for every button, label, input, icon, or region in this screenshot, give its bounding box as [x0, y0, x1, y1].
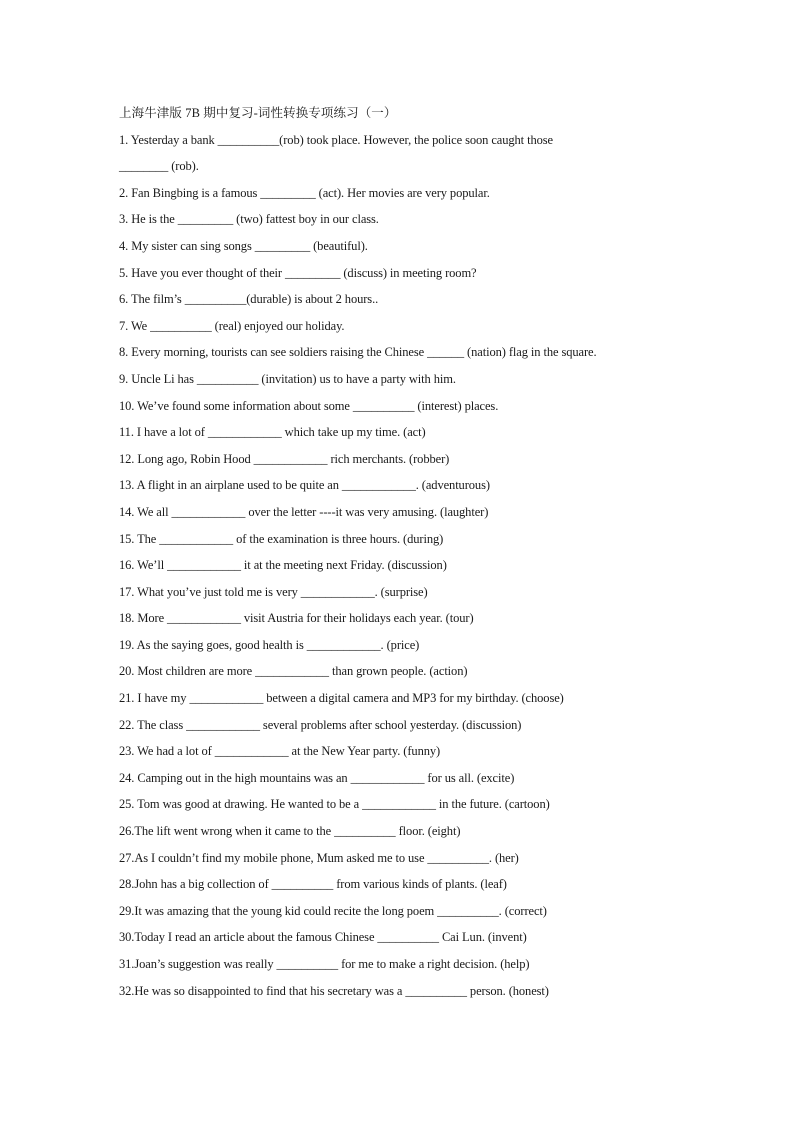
exercise-line: 25. Tom was good at drawing. He wanted to be a ____________ in the future. (cartoon)	[119, 797, 550, 812]
exercise-line: 15. The ____________ of the examination is three hours. (during)	[119, 531, 444, 546]
exercise-line: 26.The lift went wrong when it came to the __________ floor. (eight)	[119, 824, 461, 839]
exercise-line: 3. He is the _________ (two) fattest boy in our class.	[119, 212, 379, 227]
exercise-line: 7. We __________ (real) enjoyed our holiday.	[119, 318, 345, 333]
exercise-line: 9. Uncle Li has __________ (invitation) us to have a party with him.	[119, 371, 456, 386]
exercise-line: 31.Joan’s suggestion was really __________ for me to make a right decision. (help)	[119, 957, 530, 971]
exercise-line: 14. We all ____________ over the letter ----it was very amusing. (laughter)	[119, 504, 489, 519]
exercise-line: 12. Long ago, Robin Hood ____________ rich merchants. (robber)	[119, 451, 450, 466]
worksheet-body	[119, 100, 679, 1004]
exercise-line: 18. More ____________ visit Austria for their holidays each year. (tour)	[119, 611, 474, 626]
exercise-line: 10. We’ve found some information about some __________ (interest) places.	[119, 398, 499, 413]
exercise-line: 21. I have my ____________ between a digital camera and MP3 for my birthday. (choose)	[119, 691, 564, 706]
exercise-line: 8. Every morning, tourists can see soldiers raising the Chinese ______ (nation) flag in the square.	[119, 345, 597, 360]
exercise-line: 17. What you’ve just told me is very ____________. (surprise)	[119, 584, 428, 599]
exercise-line: 16. We’ll ____________ it at the meeting next Friday. (discussion)	[119, 558, 447, 573]
exercise-line: 6. The film’s __________(durable) is about 2 hours..	[119, 292, 379, 307]
worksheet-title: 上海牛津版 7B 期中复习-词性转换专项练习（一）	[119, 106, 397, 120]
exercise-line: 30.Today I read an article about the famous Chinese __________ Cai Lun. (invent)	[119, 930, 527, 945]
exercise-line: 11. I have a lot of ____________ which take up my time. (act)	[119, 425, 426, 440]
exercise-line: 19. As the saying goes, good health is ____________. (price)	[119, 637, 420, 652]
exercise-line: 23. We had a lot of ____________ at the New Year party. (funny)	[119, 744, 441, 759]
exercise-line: 4. My sister can sing songs _________ (beautiful).	[119, 238, 368, 253]
exercise-line: 32.He was so disappointed to find that his secretary was a __________ person. (honest)	[119, 983, 549, 998]
exercise-line: 29.It was amazing that the young kid could recite the long poem __________. (correct)	[119, 903, 547, 918]
exercise-line: 5. Have you ever thought of their _________ (discuss) in meeting room?	[119, 265, 477, 280]
exercise-line: 20. Most children are more ____________ than grown people. (action)	[119, 664, 468, 679]
exercise-line: 24. Camping out in the high mountains was an ____________ for us all. (excite)	[119, 770, 515, 785]
exercise-line: 28.John has a big collection of __________ from various kinds of plants. (leaf)	[119, 877, 507, 892]
exercise-line: 1. Yesterday a bank __________(rob) took place. However, the police soon caught those	[119, 132, 553, 147]
exercise-line: ________ (rob).	[119, 159, 199, 174]
exercise-line: 27.As I couldn’t find my mobile phone, Mum asked me to use __________. (her)	[119, 850, 519, 865]
exercise-line: 13. A flight in an airplane used to be quite an ____________. (adventurous)	[119, 478, 490, 493]
exercise-line: 2. Fan Bingbing is a famous _________ (act). Her movies are very popular.	[119, 185, 490, 200]
exercise-line: 22. The class ____________ several problems after school yesterday. (discussion)	[119, 717, 522, 732]
